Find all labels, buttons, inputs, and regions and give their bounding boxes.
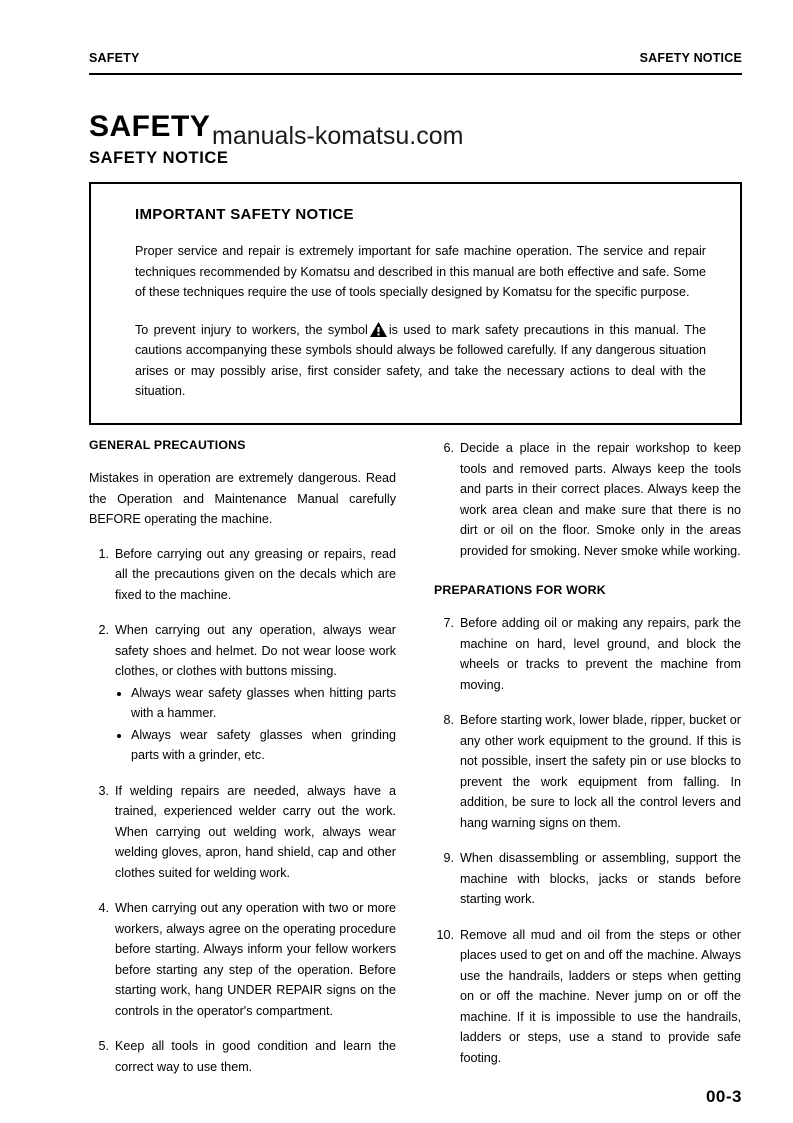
sub-bullet-list	[115, 683, 396, 766]
list-item	[89, 544, 396, 606]
list-item-text: Before adding oil or making any repairs, park the machine on hard, level ground, and block the wheels or tracks to prevent the machine from moving.	[460, 616, 741, 692]
sub-bullet-item: Always wear safety glasses when hitting parts with a hammer.	[115, 683, 396, 724]
list-item	[89, 620, 396, 766]
left-column	[89, 438, 396, 1077]
section-heading-preparations-for-work: PREPARATIONS FOR WORK	[434, 583, 606, 597]
list-item-text: When carrying out any operation with two or more workers, always agree on the operating procedure before starting. Always inform your fellow workers before starting any step of the operation. Before starting work, hang UNDER REPAIR signs on the controls in the operator's compartment.	[115, 901, 396, 1018]
list-item-number: 10.	[436, 927, 454, 942]
sub-bullet-item: Always wear safety glasses when grinding parts with a grinder, etc.	[115, 725, 396, 766]
list-item-text: When carrying out any operation, always wear safety shoes and helmet. Do not wear loose work clothes, or clothes with buttons missing.	[115, 623, 396, 678]
list-item	[434, 925, 741, 1069]
watermark-text: manuals-komatsu.com	[212, 122, 464, 150]
list-item	[434, 710, 741, 833]
important-safety-notice-box	[89, 182, 742, 425]
list-item	[89, 898, 396, 1021]
header-left-label: SAFETY	[89, 51, 140, 65]
general-precautions-list-continued	[434, 438, 741, 561]
general-precautions-intro: Mistakes in operation are extremely dangerous. Read the Operation and Maintenance Manual carefully BEFORE operating the machine.	[89, 471, 396, 526]
list-item-text: Decide a place in the repair workshop to keep tools and removed parts. Always keep the tools and parts in their correct places. Always keep the work area clean and make sure that there is no dirt or oil on the floor. Smoke only in the areas provided for smoking. Never smoke while working.	[460, 441, 741, 558]
warning-triangle-icon	[370, 322, 387, 337]
list-item-number: 4.	[98, 901, 109, 915]
page-number: 00-3	[705, 1087, 742, 1106]
list-item-number: 6.	[443, 441, 454, 455]
running-header	[89, 52, 742, 65]
header-right-label: SAFETY NOTICE	[639, 51, 742, 65]
list-item-number: 5.	[98, 1039, 109, 1053]
body-columns	[89, 438, 742, 1077]
list-item	[434, 848, 741, 910]
list-item-number: 8.	[443, 713, 454, 727]
notice-paragraph-2-after: is used to mark safety precautions in this manual. The cautions accompanying these symbols should always be followed carefully. If any dangerous situation arises or may possibly arise, first consider safety, and take the necessary actions to deal with the situation.	[135, 322, 706, 398]
list-item	[89, 1036, 396, 1077]
list-item-text: When disassembling or assembling, support the machine with blocks, jacks or stands before starting work.	[460, 851, 741, 906]
notice-paragraph-2-before: To prevent injury to workers, the symbol	[135, 322, 368, 337]
preparations-for-work-list	[434, 613, 741, 1068]
list-item	[434, 613, 741, 695]
list-item-text: Remove all mud and oil from the steps or other places used to get on and off the machine. Always use the handrails, ladders or steps when getting on or off the machine. Never jump on or off the machine. If it is impossible to use the handrails, ladders or steps, use a stand to provide safe footing.	[460, 927, 741, 1065]
list-item-text: Keep all tools in good condition and learn the correct way to use them.	[115, 1039, 396, 1074]
list-item	[89, 781, 396, 884]
list-item-number: 1.	[98, 546, 109, 561]
section-heading-general-precautions: GENERAL PRECAUTIONS	[89, 438, 246, 452]
general-precautions-list	[89, 544, 396, 1078]
list-item-text: Before starting work, lower blade, ripper, bucket or any other work equipment to the ground. If this is not possible, insert the safety pin or use blocks to prevent the work equipment from falling. In addition, be sure to lock all the control levers and hang warning signs on them.	[460, 713, 741, 830]
list-item-text: Before carrying out any greasing or repairs, read all the precautions given on the decals which are fixed to the machine.	[115, 546, 396, 602]
page-title: SAFETY	[89, 110, 211, 143]
right-column	[434, 438, 741, 1077]
header-divider	[89, 73, 742, 75]
list-item-number: 2.	[98, 623, 109, 637]
list-item-text: If welding repairs are needed, always have a trained, experienced welder carry out the work. When carrying out welding work, always wear welding gloves, apron, hand shield, cap and other clothes suited for welding work.	[115, 783, 396, 880]
notice-paragraph-1: Proper service and repair is extremely important for safe machine operation. The service and repair techniques recommended by Komatsu and described in this manual are both effective and safe. Some of these techniques require the use of tools specially designed by Komatsu for the specific purpose.	[135, 244, 706, 299]
list-item-number: 7.	[443, 616, 454, 630]
list-item-number: 3.	[98, 783, 109, 798]
notice-title: IMPORTANT SAFETY NOTICE	[135, 206, 354, 223]
notice-paragraph-2	[135, 320, 706, 402]
list-item	[434, 438, 741, 561]
list-item-number: 9.	[443, 851, 454, 865]
page-subtitle: SAFETY NOTICE	[89, 149, 229, 167]
